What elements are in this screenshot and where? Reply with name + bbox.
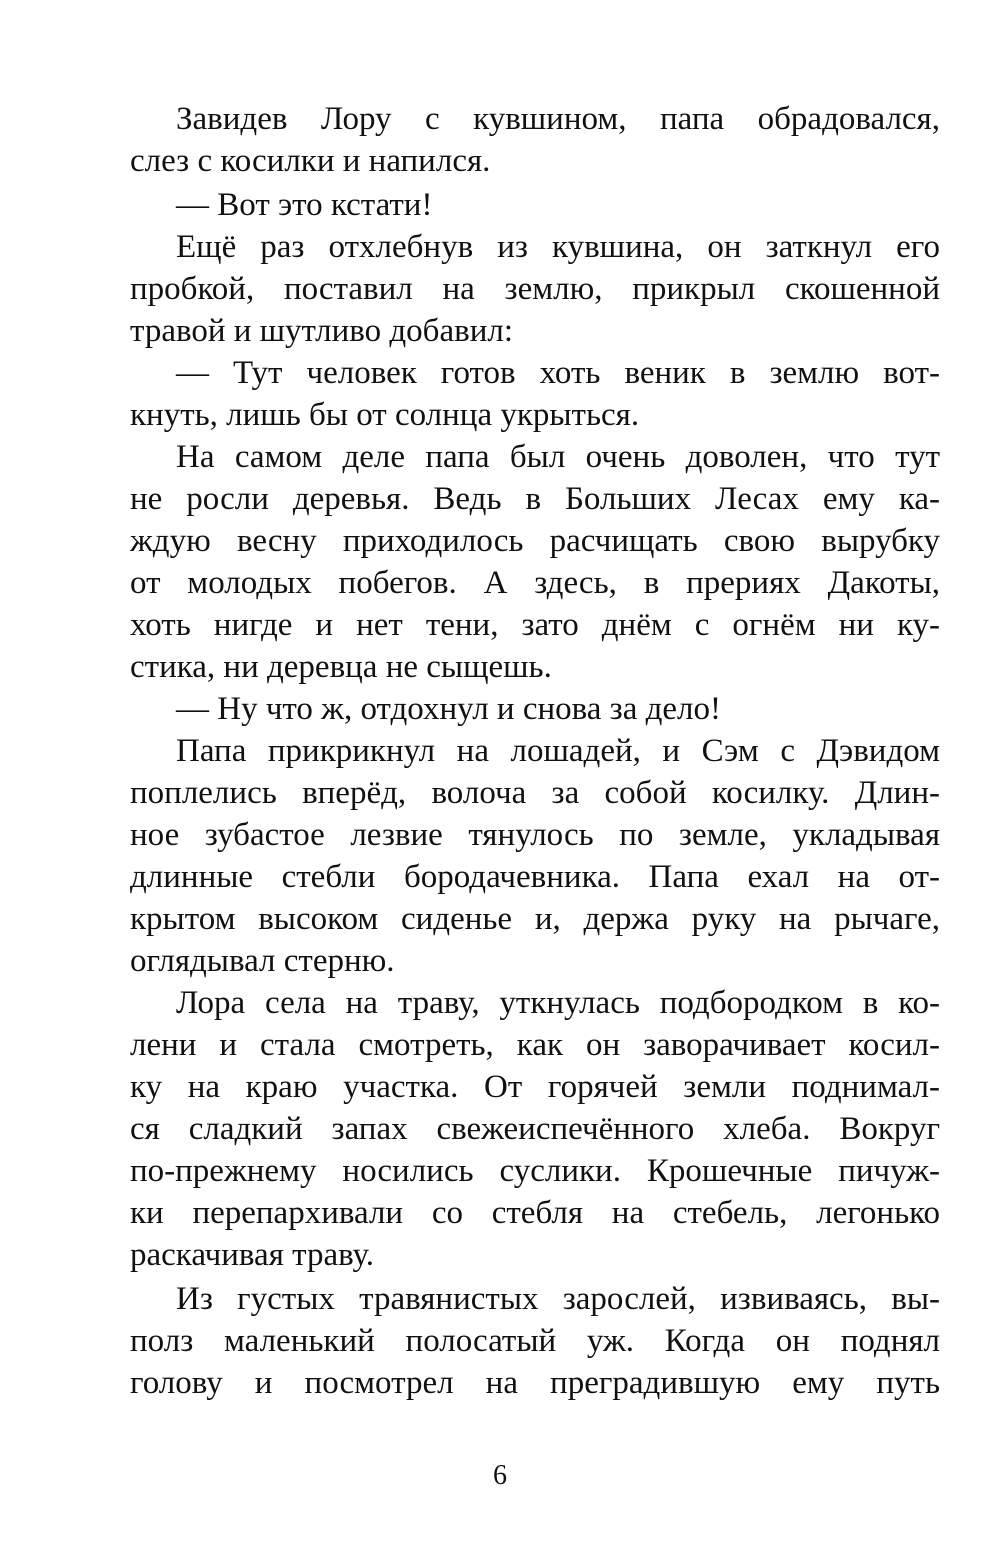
text-line: — Ну что ж, отдохнул и снова за дело! bbox=[176, 691, 721, 727]
text-line: стика, ни деревца не сыщешь. bbox=[130, 649, 552, 685]
text-line: травой и шутливо добавил: bbox=[130, 313, 513, 349]
text-line: Ещё раз отхлебнув из кувшина, он заткнул его bbox=[176, 229, 940, 265]
text-line: хоть нигде и нет тени, зато днём с огнём ни ку- bbox=[130, 607, 940, 643]
text-line: не росли деревья. Ведь в Больших Лесах ему ка- bbox=[130, 481, 940, 517]
text-line: ждую весну приходилось расчищать свою вырубку bbox=[130, 523, 940, 559]
text-line: ки перепархивали со стебля на стебель, легонько bbox=[130, 1195, 940, 1231]
page-number: 6 bbox=[493, 1460, 507, 1491]
text-line: Завидев Лору с кувшином, папа обрадовался, bbox=[176, 101, 940, 137]
text-line: Лора села на траву, уткнулась подбородком в ко- bbox=[176, 985, 940, 1021]
text-line: ку на краю участка. От горячей земли поднимал- bbox=[130, 1069, 940, 1105]
text-line: полз маленький полосатый уж. Когда он поднял bbox=[130, 1323, 940, 1359]
text-line: ся сладкий запах свежеиспечённого хлеба. Вокруг bbox=[130, 1111, 940, 1147]
text-line: — Вот это кстати! bbox=[176, 187, 433, 223]
text-line: На самом деле папа был очень доволен, что тут bbox=[176, 439, 940, 475]
text-line: от молодых побегов. А здесь, в прериях Дакоты, bbox=[130, 565, 940, 601]
text-line: оглядывал стерню. bbox=[130, 943, 395, 979]
text-line: поплелись вперёд, волоча за собой косилку. Длин- bbox=[130, 775, 940, 811]
text-line: кнуть, лишь бы от солнца укрыться. bbox=[130, 397, 640, 433]
text-line: пробкой, поставил на землю, прикрыл скошенной bbox=[130, 271, 940, 307]
text-line: слез с косилки и напился. bbox=[130, 143, 491, 179]
text-line: по-прежнему носились суслики. Крошечные пичуж- bbox=[130, 1153, 940, 1189]
text-line: крытом высоком сиденье и, держа руку на рычаге, bbox=[130, 901, 940, 937]
text-line: голову и посмотрел на преградившую ему путь bbox=[130, 1365, 940, 1401]
text-line: — Тут человек готов хоть веник в землю вот- bbox=[176, 355, 940, 391]
text-line: длинные стебли бородачевника. Папа ехал на от- bbox=[130, 859, 940, 895]
text-line: раскачивая траву. bbox=[130, 1237, 375, 1273]
text-line: лени и стала смотреть, как он заворачивает косил- bbox=[130, 1027, 940, 1063]
text-line: ное зубастое лезвие тянулось по земле, укладывая bbox=[130, 817, 940, 853]
text-line: Из густых травянистых зарослей, извиваясь, вы- bbox=[176, 1281, 940, 1317]
text-line: Папа прикрикнул на лошадей, и Сэм с Дэвидом bbox=[176, 733, 940, 769]
